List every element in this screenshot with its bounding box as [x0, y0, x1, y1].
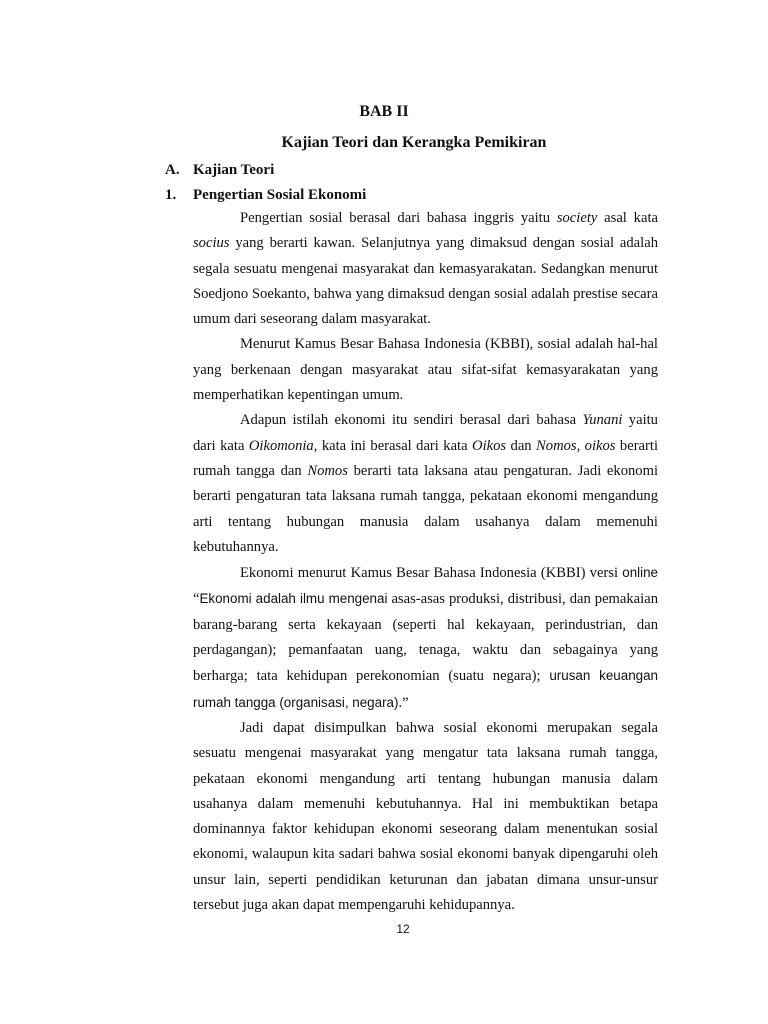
- section-heading: [165, 162, 274, 179]
- section-number: A.: [165, 162, 180, 178]
- paragraph-kbbi-sosial: Menurut Kamus Besar Bahasa Indonesia (KBBI), sosial adalah hal-hal yang berkenaan dengan masyarakat atau sifat-sifat kemasyarakatan yang memperhatikan kepentingan umum.: [193, 336, 658, 404]
- paragraph-sosial-definition: Pengertian sosial berasal dari bahasa inggris yaitu society asal kata socius yang berarti kawan. Selanjutnya yang dimaksud dengan sosial adalah segala sesuatu mengenai masyarakat dan kemasyarakatan. Sedangkan menurut Soedjono Soekanto, bahwa yang dimaksud dengan sosial adalah prestise secara umum dari seseorang dalam masyarakat.: [193, 210, 658, 328]
- body-text: [193, 206, 658, 918]
- paragraph-ekonomi-origin: Adapun istilah ekonomi itu sendiri berasal dari bahasa Yunani yaitu dari kata Oikomonia, kata ini berasal dari kata Oikos dan Nomos, oikos berarti rumah tangga dan Nomos berarti tata laksana atau pengaturan. Jadi ekonomi berarti pengaturan tata laksana rumah tangga, pekataan ekonomi mengandung arti tentang hubungan manusia dalam usahanya dalam memenuhi kebutuhannya.: [193, 412, 659, 555]
- paragraph-kbbi-ekonomi: Ekonomi menurut Kamus Besar Bahasa Indonesia (KBBI) versi online “Ekonomi adalah ilmu mengenai asas-asas produksi, distribusi, dan pemakaian barang-barang serta kekayaan (seperti hal kekayaan, perindustrian, dan perdagangan); pemanfaatan uang, tenaga, waktu dan sebagainya yang berharga; tata kehidupan perekonomian (suatu negara); urusan keuangan rumah tangga (organisasi, negara).”: [193, 565, 658, 711]
- chapter-title: Kajian Teori dan Kerangka Pemikiran: [281, 134, 547, 151]
- section-label: Kajian Teori: [193, 162, 275, 178]
- subsection-number: 1.: [165, 187, 177, 203]
- chapter-heading: BAB II: [359, 103, 409, 120]
- page-number: 12: [396, 922, 410, 936]
- subsection-label: Pengertian Sosial Ekonomi: [193, 187, 367, 203]
- paragraph-conclusion: Jadi dapat disimpulkan bahwa sosial ekonomi merupakan segala sesuatu mengenai masyarakat yang mengatur tata laksana rumah tangga, pekataan ekonomi mengandung arti tentang hubungan manusia dalam usahanya dalam memenuhi kebutuhannya. Hal ini membuktikan betapa dominannya faktor kehidupan ekonomi seseorang dalam menentukan sosial ekonomi, walaupun kita sadari bahwa sosial ekonomi banyak dipengaruhi oleh unsur lain, seperti pendidikan keturunan dan jabatan dimana unsur-unsur tersebut juga akan dapat mempengaruhi kehidupannya.: [193, 719, 658, 914]
- subsection-heading: [165, 187, 366, 204]
